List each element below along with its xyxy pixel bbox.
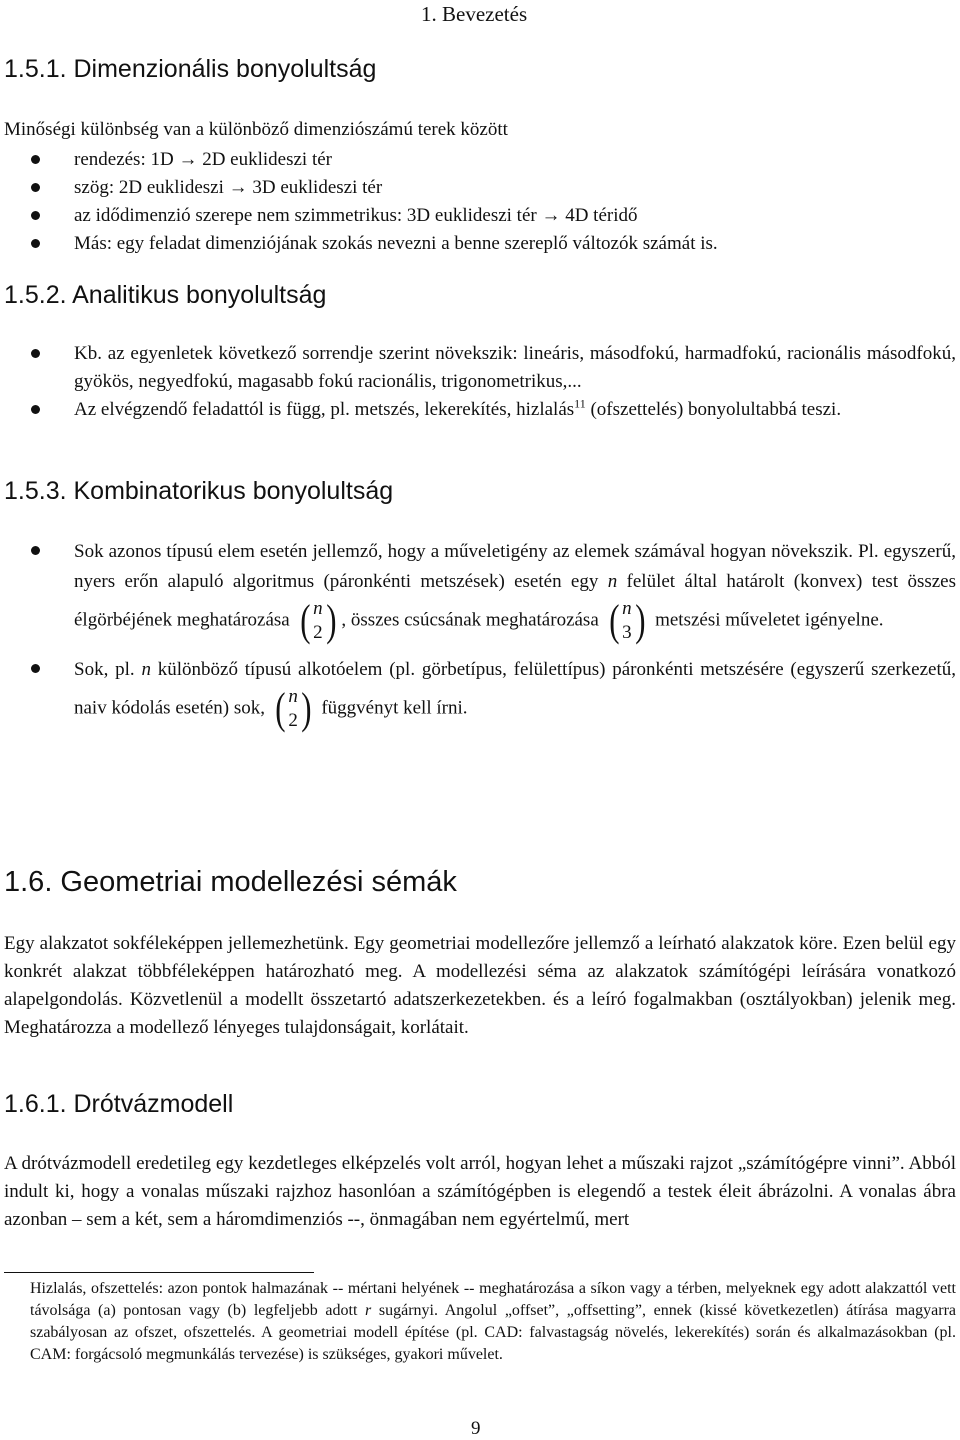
list-item-text: metszési műveletet igényelne. [650, 609, 884, 631]
wireframe-paragraph: A drótvázmodell eredetileg egy kezdetleges elképzelés volt arról, hogyan lehet a műszaki rajzot „számítógépre vinni”. Abból indult ki, hogy a vonalas műszaki rajzhoz hasonlóan a számítógépben is elegendő a testek éleit ábrázolni. A vonalas ábra azonban – sem a két, sem a háromdimenziós --, önmagában nem egyértelmű, mert [4, 1153, 956, 1230]
section-heading-1-5-1: 1.5.1. Dimenzionális bonyolultság [4, 55, 377, 83]
modeling-schemes-paragraph: Egy alakzatot sokféleképpen jellemezhetünk. Egy geometriai modellezőre jellemző a leírható alakzatok köre. Ezen belül egy konkrét alakzat többféleképpen határozható meg. A modellezési séma az alakzatok számítógépi leírására vonatkozó alapelgondolás. Közvetlenül a modellt összetartó adatszerkezetekben. és a leíró fogalmakban (osztályokban) jelenik meg. Meghatározza a modellező lényeges tulajdonságait, korlátait. [4, 933, 956, 1038]
footnote-text: Hizlalás, ofszettelés: azon pontok halmazának -- mértani helyének -- meghatározása a síkon vagy a térben, melyeknek egy adott alakzattól vett távolsága (a) pontosan vagy (b) legfeljebb adott [30, 1280, 956, 1319]
footnote-text: sugárnyi. Angolul „offset”, „offsetting”, ennek (kissé következetlen) átírása magyarra szabályosan az ofszet, ofszettelés. A geometriai modell építése (pl. CAD: falvastagság növelés, lekerekítés) során és alkalmazásokban (pl. CAM: forgácsoló megmunkálás tervezése) is szükséges, gyakori művelet. [30, 1302, 956, 1363]
binom-top: n [622, 598, 632, 619]
list-item-text: felület által határolt (konvex) test összes élgörbéjének meghatározása [74, 571, 956, 631]
bullet-dot-icon [31, 349, 40, 358]
binom-top: n [313, 598, 323, 619]
list-item-text: függvényt kell írni. [316, 697, 468, 719]
list-item-text: Más: egy feladat dimenziójának szokás nevezni a benne szereplő változók számát is. [74, 233, 718, 254]
analytic-bullet-list [4, 340, 956, 424]
list-item [4, 146, 956, 174]
binom-top: n [288, 686, 298, 707]
running-head: 1. Bevezetés [421, 2, 528, 26]
combinatorial-bullet-list [4, 537, 956, 733]
list-item-text: Sok azonos típusú elem esetén jellemző, hogy a műveletigény az elemek számával hogyan növekszik. Pl. egyszerű, nyers erőn alapuló algoritmus (páronkénti metszések) esetén egy [74, 541, 956, 592]
section-heading-1-6: 1.6. Geometriai modellezési sémák [4, 866, 457, 898]
variable-n: n [607, 571, 618, 592]
list-item-text: az idődimenzió szerepe nem szimmetrikus: 3D euklideszi tér → 4D téridő [74, 205, 638, 226]
footnote-divider [4, 1272, 314, 1273]
binom-bottom: 2 [288, 710, 298, 731]
list-item-text: Sok, pl. [74, 659, 142, 680]
variable-n: n [141, 659, 151, 680]
list-item-text: Az elvégzendő feladattól is függ, pl. metszés, lekerekítés, hizlalás [74, 399, 575, 420]
binom-bottom: 3 [622, 622, 632, 643]
binomial-n-2: ( n 2 ) [274, 684, 312, 733]
section-heading-1-6-1: 1.6.1. Drótvázmodell [4, 1090, 234, 1118]
footnote-number [4, 1278, 30, 1300]
list-item [4, 340, 956, 396]
bullet-dot-icon [31, 183, 40, 192]
page-number: 9 [471, 1418, 481, 1439]
binomial-n-2: ( n 2 ) [299, 596, 337, 645]
list-item [4, 174, 956, 202]
list-item [4, 396, 956, 424]
variable-r: r [365, 1302, 372, 1319]
list-item [4, 655, 956, 733]
bullet-dot-icon [31, 155, 40, 164]
list-item [4, 230, 956, 258]
list-item-text: (ofszettelés) bonyolultabbá teszi. [585, 399, 842, 420]
list-item-text: különböző típusú alkotóelem (pl. görbetípus, felülettípus) páronkénti metszésére (egyszerű szerkezetű, naiv kódolás esetén) sok, [74, 659, 956, 719]
bullet-dot-icon [31, 664, 40, 673]
list-item-text: rendezés: 1D → 2D euklideszi tér [74, 149, 332, 170]
section-heading-1-5-2: 1.5.2. Analitikus bonyolultság [4, 281, 327, 309]
footnote-ref: 11 [574, 396, 586, 411]
bullet-dot-icon [31, 211, 40, 220]
dimension-bullet-list [4, 146, 956, 258]
list-item-text: Kb. az egyenletek következő sorrendje szerint növekszik: lineáris, másodfokú, harmadfokú, racionális másodfokú, gyökös, negyedfokú, magasabb fokú racionális, trigonometrikus,... [74, 343, 956, 392]
list-item-text: , összes csúcsának meghatározása [341, 609, 604, 631]
footnote [4, 1278, 956, 1366]
section-heading-1-5-3: 1.5.3. Kombinatorikus bonyolultság [4, 477, 394, 505]
binomial-n-3: ( n 3 ) [608, 596, 646, 645]
bullet-dot-icon [31, 546, 40, 555]
bullet-dot-icon [31, 405, 40, 414]
binom-bottom: 2 [313, 622, 323, 643]
list-item [4, 202, 956, 230]
list-item [4, 537, 956, 645]
bullet-dot-icon [31, 239, 40, 248]
list-item-text: szög: 2D euklideszi → 3D euklideszi tér [74, 177, 383, 198]
intro-paragraph: Minőségi különbség van a különböző dimenziószámú terek között [4, 119, 508, 140]
